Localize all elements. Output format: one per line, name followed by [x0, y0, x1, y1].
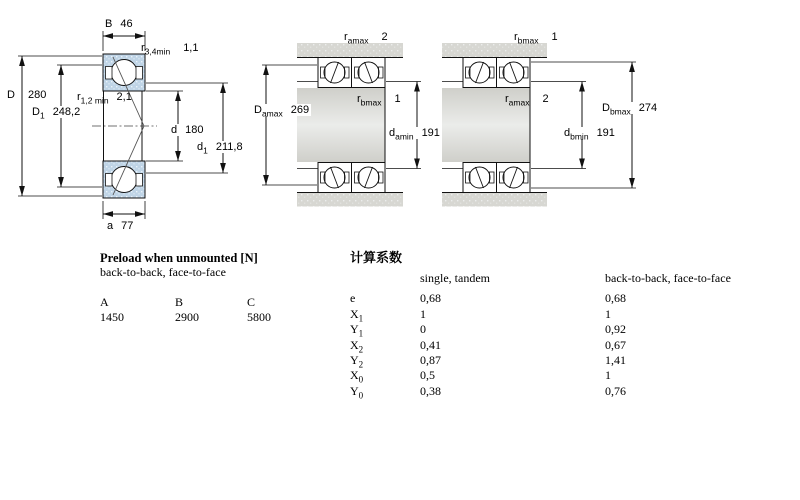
dim-value: 1	[394, 93, 401, 105]
dim-value: 211,8	[215, 141, 243, 153]
factor-value-b2b-f2f: 1	[605, 306, 611, 321]
dim-value: 2	[542, 93, 549, 105]
factor-value-single-tandem: 0,38	[420, 383, 441, 398]
preload-subtitle: back-to-back, face-to-face	[100, 265, 226, 279]
dim-symbol: D	[602, 102, 610, 114]
dim-label-rbmax-fig2	[357, 93, 401, 108]
dim-symbol: d	[171, 124, 178, 136]
dim-label-Damax	[252, 104, 311, 119]
dim-value: 191	[421, 127, 440, 139]
dim-label-damin	[387, 127, 442, 142]
dim-subscript: amax	[347, 35, 369, 46]
preload-title: Preload when unmounted [N]	[100, 251, 258, 265]
dim-label-ramax-fig2	[344, 31, 388, 46]
factor-row-label: $X_1$	[350, 306, 364, 324]
preload-table	[100, 251, 271, 324]
dim-label-ramax-fig3	[505, 93, 549, 108]
factor-row-label: $Y_2$	[350, 353, 364, 370]
dim-label-D	[7, 89, 46, 101]
dim-label-r12min	[77, 91, 132, 106]
dim-label-dbmin	[562, 127, 617, 142]
factor-row-label: $X_2$	[350, 337, 364, 355]
dim-subscript: amax	[508, 97, 530, 108]
factors-col2-header: back-to-back, face-to-face	[605, 271, 731, 285]
dim-value: 77	[121, 220, 134, 232]
dim-symbol: r	[514, 31, 518, 43]
preload-value-c: 5800	[247, 310, 271, 324]
dim-subscript: amax	[261, 108, 283, 119]
dim-value: 191	[596, 127, 615, 139]
figure2-pair-drawing	[262, 43, 421, 207]
factor-value-single-tandem: 1	[420, 306, 426, 321]
factor-value-single-tandem: 0,87	[420, 353, 441, 368]
bearing-drawings-canvas	[0, 0, 800, 246]
factor-value-b2b-f2f: 0,68	[605, 291, 626, 306]
factor-row-label: $Y_1$	[350, 322, 364, 339]
factor-row-label: $X_0$	[350, 368, 364, 385]
preload-value-b: 2900	[175, 310, 199, 324]
dim-label-Dbmax	[600, 102, 659, 117]
factor-value-b2b-f2f: 0,92	[605, 322, 626, 337]
dim-subscript: 1	[39, 110, 45, 121]
dim-symbol: d	[389, 127, 396, 139]
factor-value-single-tandem: 0,41	[420, 337, 441, 352]
dim-symbol: r	[505, 93, 509, 105]
dim-label-D1	[30, 106, 82, 121]
dim-label-rbmax-fig3	[514, 31, 558, 46]
dim-subscript: 1,2 min	[80, 95, 109, 106]
dim-symbol: r	[357, 93, 361, 105]
dim-value: 274	[638, 102, 658, 114]
figure3-pair-drawing	[442, 43, 636, 207]
dim-label-d1	[195, 141, 245, 156]
dim-value: 1	[551, 31, 558, 43]
dim-value: 2	[381, 31, 388, 43]
factor-value-single-tandem: 0	[420, 322, 426, 337]
dim-symbol: B	[105, 18, 113, 30]
dim-symbol: d	[197, 141, 204, 153]
dim-value: 2,1	[116, 91, 132, 103]
dim-symbol: d	[564, 127, 571, 139]
dim-subscript: 1	[203, 145, 208, 156]
dim-subscript: amin	[395, 131, 414, 142]
dim-subscript: bmin	[570, 131, 589, 142]
preload-col-c-header: C	[247, 295, 256, 309]
preload-col-b-header: B	[175, 295, 184, 309]
dim-label-B	[105, 18, 133, 30]
dim-value: 280	[27, 89, 47, 101]
dim-symbol: a	[107, 220, 114, 232]
dim-symbol: r	[344, 31, 348, 43]
factors-col1-header: single, tandem	[420, 271, 490, 285]
dim-symbol: D	[254, 104, 262, 116]
preload-value-a: 1450	[100, 310, 124, 324]
factor-value-b2b-f2f: 0,76	[605, 383, 626, 398]
dim-subscript: bmax	[360, 97, 382, 108]
dim-value: 180	[185, 124, 204, 136]
dim-value: 269	[290, 104, 310, 116]
dim-symbol: r	[141, 42, 145, 54]
dim-value: 248,2	[52, 106, 81, 118]
factor-value-b2b-f2f: 1	[605, 368, 611, 383]
dim-symbol: D	[32, 106, 40, 118]
factor-row-label: $Y_0$	[350, 383, 364, 401]
dim-label-d	[169, 124, 205, 136]
factor-value-single-tandem: 0,68	[420, 291, 441, 306]
dim-symbol: r	[77, 91, 81, 103]
factors-row-label-header	[350, 272, 420, 289]
calculation-factors-table	[350, 250, 731, 401]
factor-value-b2b-f2f: 0,67	[605, 337, 626, 352]
preload-col-a-header: A	[100, 295, 109, 309]
factors-title: 计算系数	[350, 250, 403, 265]
dim-symbol: D	[7, 89, 15, 101]
factor-row-label: e	[350, 291, 356, 306]
dim-value: 1,1	[183, 42, 199, 54]
factor-value-b2b-f2f: 1,41	[605, 353, 626, 368]
dim-subscript: 3,4min	[144, 46, 171, 57]
factor-value-single-tandem: 0,5	[420, 368, 435, 383]
dim-label-r34min	[141, 42, 199, 57]
dim-label-a	[107, 220, 133, 232]
dim-subscript: bmax	[517, 35, 539, 46]
dim-value: 46	[120, 18, 133, 30]
dim-subscript: bmax	[609, 106, 631, 117]
